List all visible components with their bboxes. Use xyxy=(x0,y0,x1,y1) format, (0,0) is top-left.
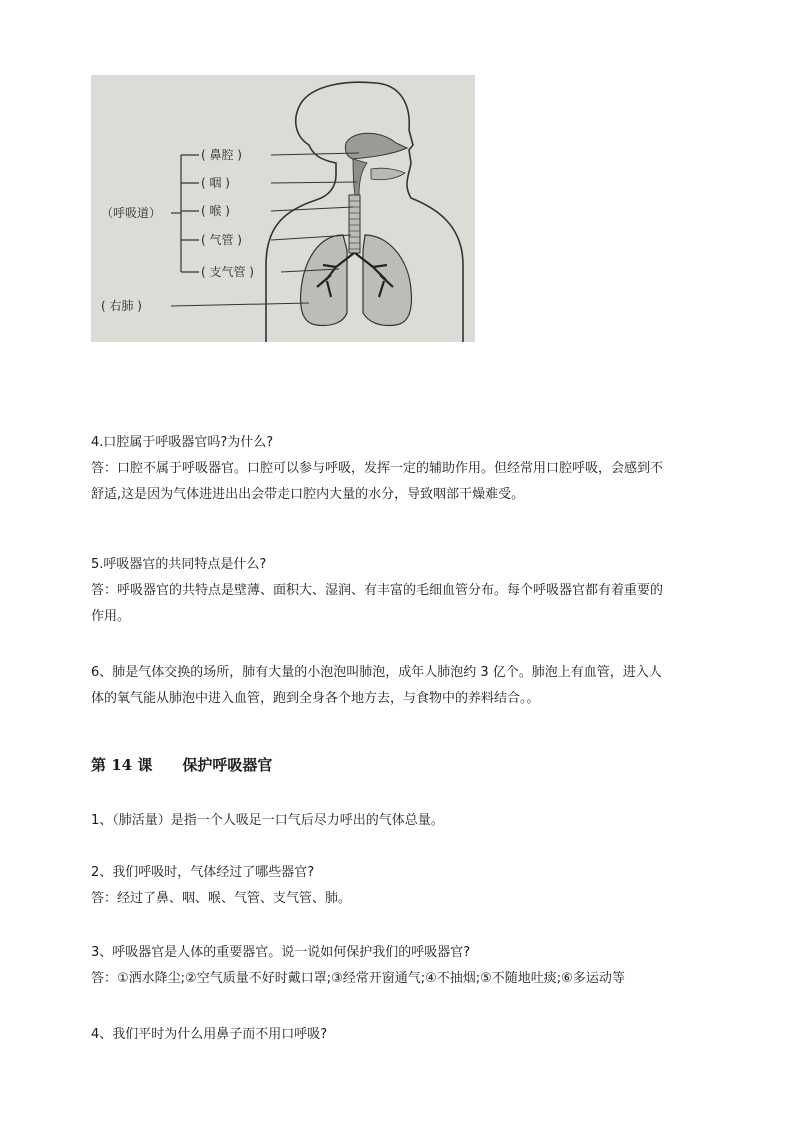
label-pharynx: ( 咽 ) xyxy=(201,176,230,190)
question-5-block xyxy=(91,552,703,630)
answer-5-line-2: 作用。 xyxy=(91,609,131,624)
item-2-answer: 答：经过了鼻、咽、喉、气管、支气管、肺。 xyxy=(91,891,352,906)
label-right-lung: ( 右肺 ) xyxy=(101,299,142,313)
label-larynx: ( 喉 ) xyxy=(201,204,230,218)
item-4-question: 4、我们平时为什么用鼻子而不用口呼吸? xyxy=(91,1027,328,1042)
label-bronchus: ( 支气管 ) xyxy=(201,265,254,279)
respiratory-diagram xyxy=(91,75,475,342)
lesson-heading xyxy=(91,754,272,775)
item-1-block xyxy=(91,808,703,834)
item-4-block xyxy=(91,1022,703,1048)
nasal-cavity xyxy=(345,133,407,159)
trachea xyxy=(349,195,360,253)
pharynx xyxy=(353,159,367,195)
lesson-title: 保护呼吸器官 xyxy=(182,756,273,774)
item-2-block xyxy=(91,860,703,912)
label-bracket xyxy=(171,155,199,272)
item-2-question: 2、我们呼吸时，气体经过了哪些器官? xyxy=(91,865,315,880)
item-3-answer: 答：①洒水降尘;②空气质量不好时戴口罩;③经常开窗通气;④不抽烟;⑤不随地吐痰;⑥多运动等 xyxy=(91,971,625,986)
label-respiratory-tract: （呼吸道） xyxy=(101,206,162,220)
label-nasal-cavity: ( 鼻腔 ) xyxy=(201,148,242,162)
mouth xyxy=(371,168,405,180)
respiratory-system-figure xyxy=(91,75,475,342)
question-5: 5.呼吸器官的共同特点是什么? xyxy=(91,557,267,572)
item-6-line-2: 体的氧气能从肺泡中进入血管，跑到全身各个地方去，与食物中的养料结合。。 xyxy=(91,691,540,706)
question-4-block xyxy=(91,430,703,508)
answer-4-line-1: 答：口腔不属于呼吸器官。口腔可以参与呼吸，发挥一定的辅助作用。但经常用口腔呼吸，会感到不 xyxy=(91,461,664,476)
answer-4-line-2: 舒适,这是因为气体进进出出会带走口腔内大量的水分，导致咽部干燥难受。 xyxy=(91,487,525,502)
item-3-question: 3、呼吸器官是人体的重要器官。说一说如何保护我们的呼吸器官? xyxy=(91,945,471,960)
item-6-line-1: 6、肺是气体交换的场所，肺有大量的小泡泡叫肺泡，成年人肺泡约 3 亿个。肺泡上有血管，进入人 xyxy=(91,665,662,680)
item-1-text: 1、（肺活量）是指一个人吸足一口气后尽力呼出的气体总量。 xyxy=(91,813,444,828)
lesson-number: 第 14 课 xyxy=(91,756,153,774)
label-trachea: ( 气管 ) xyxy=(201,233,242,247)
item-3-block xyxy=(91,940,703,992)
question-4: 4.口腔属于呼吸器官吗?为什么? xyxy=(91,435,274,450)
item-6-block xyxy=(91,660,703,712)
answer-5-line-1: 答：呼吸器官的共特点是壁薄、面积大、湿润、有丰富的毛细血管分布。每个呼吸器官都有着重要的 xyxy=(91,583,664,598)
